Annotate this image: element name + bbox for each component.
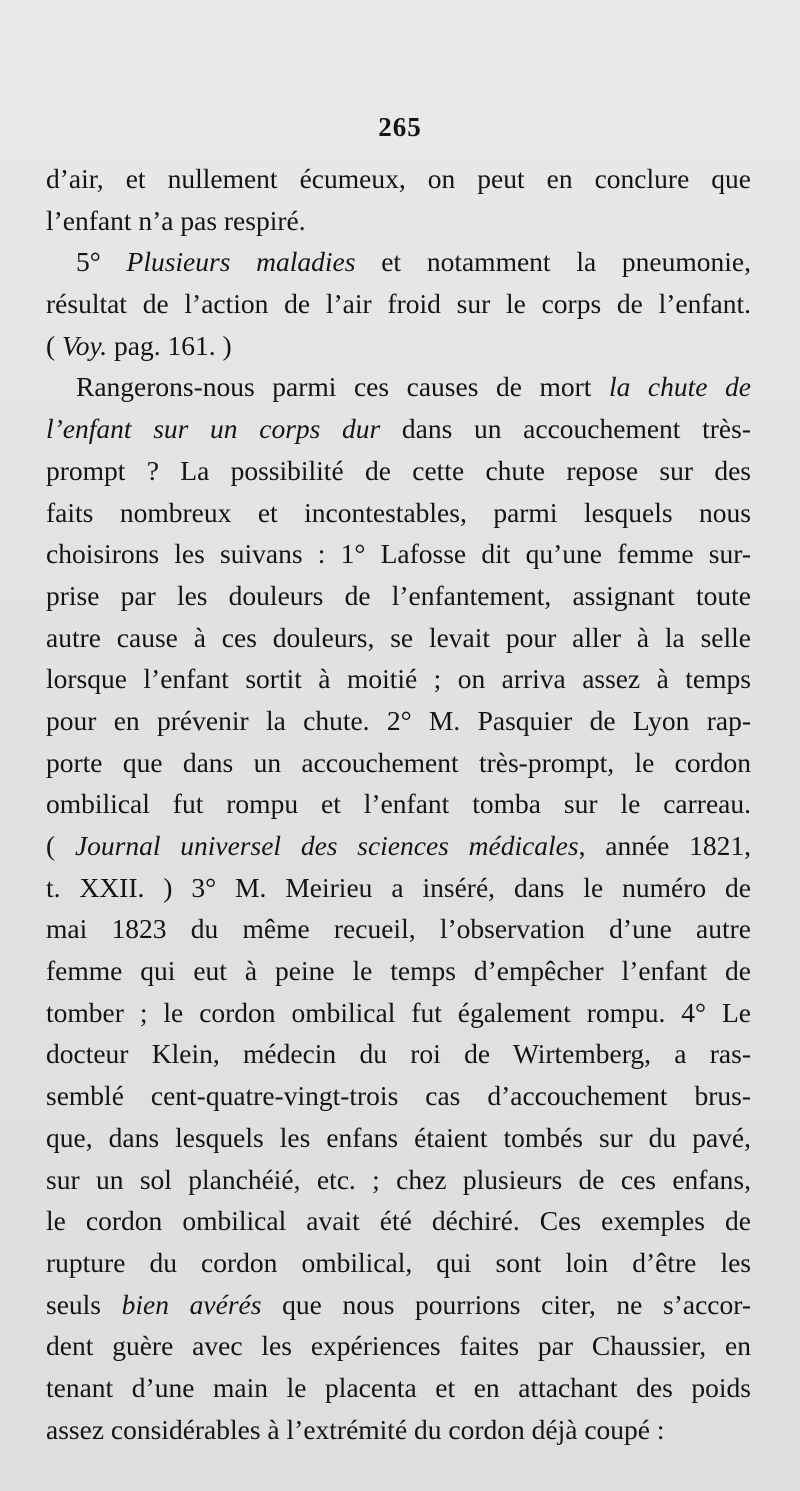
text-segment: l’enfant n’a pas respiré. [46,204,306,236]
text-line [46,450,751,492]
text-segment: et notamment la pneumonie, [355,246,751,278]
text-segment: rupture du cordon ombilical, qui sont loin d’être les [46,1246,751,1278]
text-line [46,1117,751,1159]
page-number: 265 [378,112,422,142]
text-line [46,1075,751,1117]
text-segment: tenant d’une main le placenta et en attachant des poids [46,1371,751,1403]
text-segment: mai 1823 du même recueil, l’observation d’une autre [46,913,751,945]
italic-text: Journal universel des sciences médicales [74,830,579,861]
text-line [46,408,751,450]
text-segment: 5° [76,246,127,278]
text-segment: assez considérables à l’extrémité du cordon déjà coupé : [46,1413,665,1445]
text-segment: faits nombreux et incontestables, parmi lesquels nous [46,496,751,528]
text-line [46,492,751,534]
text-line [46,1033,751,1075]
text-segment: dent guère avec les expériences faites par Chaussier, en [46,1330,751,1362]
body-text [46,158,751,1450]
text-segment: autre cause à ces douleurs, se levait pour aller à la selle [46,621,751,653]
text-segment: femme qui eut à peine le temps d’empêcher l’enfant de [46,955,751,987]
text-segment: dans un accouchement très- [380,413,751,445]
text-line [46,742,751,784]
text-segment: choisirons les suivans : 1° Lafosse dit qu’une femme sur- [46,538,751,570]
text-segment: porte que dans un accouchement très-prompt, le cordon [46,746,751,778]
text-line [46,1200,751,1242]
text-line [46,366,751,408]
text-line [46,575,751,617]
text-line [46,908,751,950]
italic-text: Plusieurs maladies [126,246,356,278]
text-line [46,1242,751,1284]
text-line [46,867,751,909]
text-segment: , année 1821, [578,830,751,861]
text-line [46,325,751,367]
text-line [46,200,751,242]
italic-text: bien avérés [121,1288,262,1320]
text-segment: que nous pourrions citer, ne s’accor- [261,1288,752,1320]
text-segment: ( [46,830,75,861]
text-line [46,1159,751,1201]
text-segment: t. XXII. ) 3° M. Meirieu a inséré, dans le numéro de [46,871,751,903]
text-segment: semblé cent-quatre-vingt-trois cas d’accouchement brus- [46,1080,751,1112]
text-line [46,1325,751,1367]
text-line [46,950,751,992]
text-line [46,241,751,283]
text-line [46,700,751,742]
text-segment: le cordon ombilical avait été déchiré. Ces exemples de [46,1205,751,1237]
text-line [46,825,751,867]
text-line [46,158,751,200]
text-segment: lorsque l’enfant sortit à moitié ; on arriva assez à temps [46,663,751,695]
text-segment: seuls [46,1288,122,1320]
text-segment: prompt ? La possibilité de cette chute repose sur des [46,454,751,486]
text-segment: sur un sol planchéié, etc. ; chez plusieurs de ces enfans, [46,1163,751,1195]
italic-text: la chute de [608,371,751,403]
text-line [46,783,751,825]
italic-text: l’enfant sur un corps dur [46,413,381,445]
text-line [46,617,751,659]
text-line [46,533,751,575]
text-segment: ombilical fut rompu et l’enfant tomba sur le carreau. [46,788,751,820]
text-segment: résultat de l’action de l’air froid sur le corps de l’enfant. [46,288,751,320]
text-segment: ( [46,329,63,361]
text-segment: prise par les douleurs de l’enfantement, assignant toute [46,579,751,611]
text-line [46,658,751,700]
text-segment: que, dans lesquels les enfans étaient tombés sur du pavé, [46,1121,751,1153]
text-segment: docteur Klein, médecin du roi de Wirtemberg, a ras- [46,1038,751,1070]
text-segment: d’air, et nullement écumeux, on peut en conclure que [46,163,751,194]
text-line [46,1367,751,1409]
text-segment: Rangerons-nous parmi ces causes de mort [76,371,609,403]
text-line [46,1284,751,1326]
text-segment: tomber ; le cordon ombilical fut également rompu. 4° Le [46,996,751,1028]
text-line [46,992,751,1034]
italic-text: Voy. [62,329,108,361]
text-line [46,1409,751,1451]
text-segment: pag. 161. ) [107,329,232,361]
text-segment: pour en prévenir la chute. 2° M. Pasquier de Lyon rap- [46,704,751,736]
text-line [46,283,751,325]
